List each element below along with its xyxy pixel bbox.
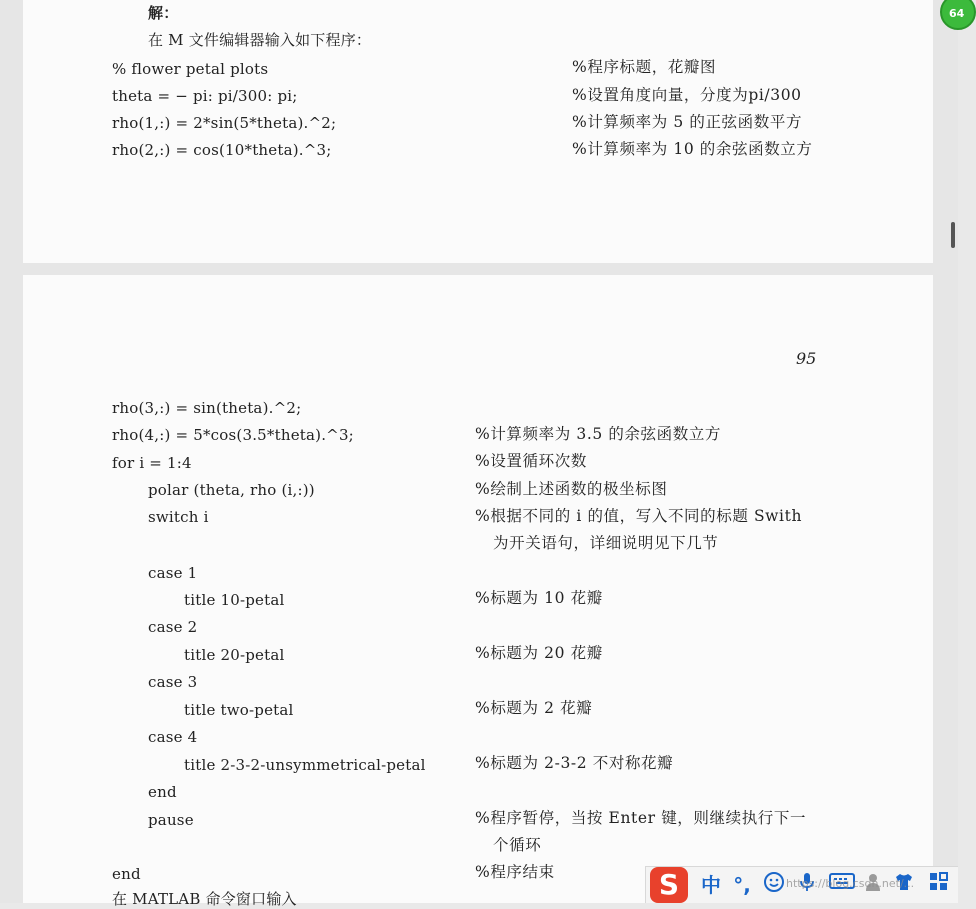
code-line: title two-petal bbox=[184, 701, 294, 719]
notification-badge[interactable]: 64 bbox=[940, 0, 976, 30]
code-line: rho(4,:) = 5*cos(3.5*theta).^3; bbox=[112, 426, 354, 444]
code-comment: 为开关语句，详细说明见下几节 bbox=[493, 534, 719, 552]
code-line: case 1 bbox=[148, 564, 198, 582]
code-line: title 20-petal bbox=[184, 646, 285, 664]
code-line: polar (theta, rho (i,:)) bbox=[148, 481, 315, 499]
smile-icon[interactable] bbox=[762, 871, 786, 899]
scrollbar-thumb[interactable] bbox=[951, 222, 955, 248]
ime-toolbar bbox=[645, 866, 958, 903]
page-number: 95 bbox=[796, 349, 817, 368]
code-line: title 2-3-2-unsymmetrical-petal bbox=[184, 756, 426, 774]
sogou-logo-icon[interactable]: S bbox=[650, 867, 688, 903]
code-line: pause bbox=[148, 811, 194, 829]
code-line: case 4 bbox=[148, 728, 198, 746]
code-line: title 10-petal bbox=[184, 591, 285, 609]
code-comment: %程序暂停，当按 Enter 键，则继续执行下一 bbox=[475, 809, 807, 827]
code-comment: %标题为 2-3-2 不对称花瓣 bbox=[475, 754, 674, 772]
code-line: % flower petal plots bbox=[112, 60, 269, 78]
code-line: case 3 bbox=[148, 673, 198, 691]
code-line: end bbox=[112, 865, 141, 883]
code-comment: %根据不同的 i 的值，写入不同的标题 Swith bbox=[475, 507, 803, 525]
code-comment: 个循环 bbox=[493, 836, 542, 854]
intro-text: 在 M 文件编辑器输入如下程序： bbox=[148, 31, 372, 49]
code-line: rho(2,:) = cos(10*theta).^3; bbox=[112, 141, 332, 159]
grid-icon[interactable] bbox=[926, 871, 952, 899]
code-comment: %标题为 2 花瓣 bbox=[475, 699, 593, 717]
code-line: rho(1,:) = 2*sin(5*theta).^2; bbox=[112, 114, 337, 132]
page-95 bbox=[23, 275, 933, 908]
code-comment: %程序标题，花瓣图 bbox=[572, 58, 717, 76]
code-comment: %程序结束 bbox=[475, 863, 555, 881]
code-line: end bbox=[148, 783, 177, 801]
solution-heading: 解： bbox=[148, 4, 179, 22]
code-comment: %计算频率为 3.5 的余弦函数立方 bbox=[475, 425, 722, 443]
code-line: theta = − pi: pi/300: pi; bbox=[112, 87, 298, 105]
code-comment: %设置循环次数 bbox=[475, 452, 587, 470]
footer-text: 在 MATLAB 命令窗口输入 bbox=[112, 890, 297, 908]
page-previous bbox=[23, 0, 933, 263]
code-comment: %绘制上述函数的极坐标图 bbox=[475, 480, 668, 498]
watermark-text: https://blog.csdn.net/... bbox=[786, 877, 915, 890]
code-line: switch i bbox=[148, 508, 209, 526]
code-comment: %标题为 10 花瓣 bbox=[475, 589, 603, 607]
code-line: rho(3,:) = sin(theta).^2; bbox=[112, 399, 302, 417]
code-comment: %标题为 20 花瓣 bbox=[475, 644, 603, 662]
code-line: for i = 1:4 bbox=[112, 454, 192, 472]
code-comment: %计算频率为 5 的正弦函数平方 bbox=[572, 113, 803, 131]
language-toggle[interactable]: 中 bbox=[701, 873, 721, 897]
code-line: case 2 bbox=[148, 618, 198, 636]
code-comment: %设置角度向量，分度为pi/300 bbox=[572, 86, 802, 104]
code-comment: %计算频率为 10 的余弦函数立方 bbox=[572, 140, 813, 158]
punctuation-toggle[interactable]: °, bbox=[733, 873, 751, 897]
